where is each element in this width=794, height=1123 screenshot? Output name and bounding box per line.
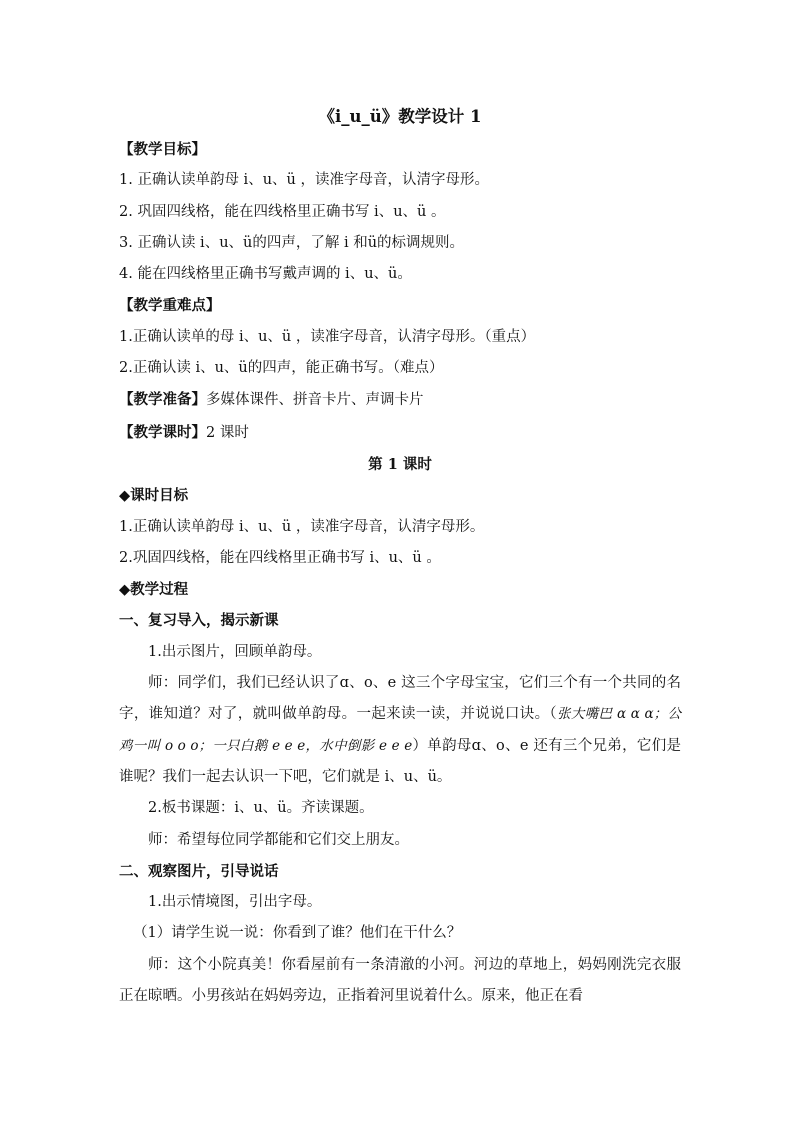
hours-heading: 【教学课时】 (119, 423, 206, 441)
section1-heading: 一、复习导入，揭示新课 (119, 612, 279, 630)
section1-para-a: 师：同学们，我们已经认识了ɑ、o、e 这三个字母宝宝，它们三个有一个共同的名字，谁知道？对了，就叫做单韵母。一起来读一读，并说说口诀。（ (119, 675, 681, 723)
section2-question: （1）请学生说一说：你看到了谁？他们在干什么？ (133, 925, 462, 942)
key-points-heading: 【教学重难点】 (119, 297, 221, 315)
section1-paragraph (119, 668, 681, 793)
lesson-goal-item: 2.巩固四线格，能在四线格里正确书写 i、u、ü 。 (119, 549, 441, 566)
prep-text: 多媒体课件、拼音卡片、声调卡片 (206, 392, 424, 409)
key-point-item: 2.正确认读 i、u、ü的四声，能正确书写。（难点） (119, 360, 444, 377)
section1-step2: 2.板书课题：i、u、ü。齐读课题。 (148, 800, 374, 817)
prep-heading: 【教学准备】 (119, 391, 206, 409)
section1-para-b: ）单韵母ɑ、o、e 还有三个兄弟，它们是谁呢？我们一起去认识一下吧，它们就是 i、u、ü。 (119, 737, 681, 785)
section1-step1: 1.出示图片，回顾单韵母。 (148, 643, 322, 660)
lesson-goals-heading: ◆课时目标 (119, 487, 189, 505)
objective-item: 1. 正确认读单韵母 i、u、ü ，读准字母音，认清字母形。 (119, 172, 489, 189)
lesson-goal-item: 1.正确认读单韵母 i、u、ü ，读准字母音，认清字母形。 (119, 518, 485, 535)
hours-line (119, 417, 681, 449)
document-body (119, 104, 681, 1012)
document-title: 《i_u_ü》教学设计 1 (318, 107, 482, 126)
rhyme-text: 张大嘴巴 ɑ ɑ ɑ；公鸡一叫 o o o；一只白鹅 e e e，水中倒影 e e e (119, 706, 681, 754)
lesson-title: 第 1 课时 (368, 455, 432, 473)
key-point-item: 1.正确认读单的母 i、u、ü ，读准字母音，认清字母形。（重点） (119, 328, 536, 345)
section1-teacher-line: 师：希望每位同学都能和它们交上朋友。 (148, 831, 409, 848)
objective-item: 3. 正确认读 i、u、ü的四声，了解 i 和ü的标调规则。 (119, 234, 465, 251)
hours-text: 2 课时 (206, 424, 249, 441)
section2-step1: 1.出示情境图，引出字母。 (148, 894, 322, 911)
prep-line (119, 384, 681, 416)
section2-paragraph: 师：这个小院真美！你看屋前有一条清澈的小河。河边的草地上，妈妈刚洗完衣服正在晾晒。小男孩站在妈妈旁边，正指着河里说着什么。原来，他正在看 (119, 956, 681, 1005)
objective-item: 4. 能在四线格里正确书写戴声调的 i、u、ü。 (119, 266, 412, 283)
section2-heading: 二、观察图片，引导说话 (119, 862, 279, 880)
objective-item: 2. 巩固四线格，能在四线格里正确书写 i、u、ü 。 (119, 203, 446, 220)
objectives-heading: 【教学目标】 (119, 141, 206, 158)
process-heading: ◆教学过程 (119, 581, 189, 599)
